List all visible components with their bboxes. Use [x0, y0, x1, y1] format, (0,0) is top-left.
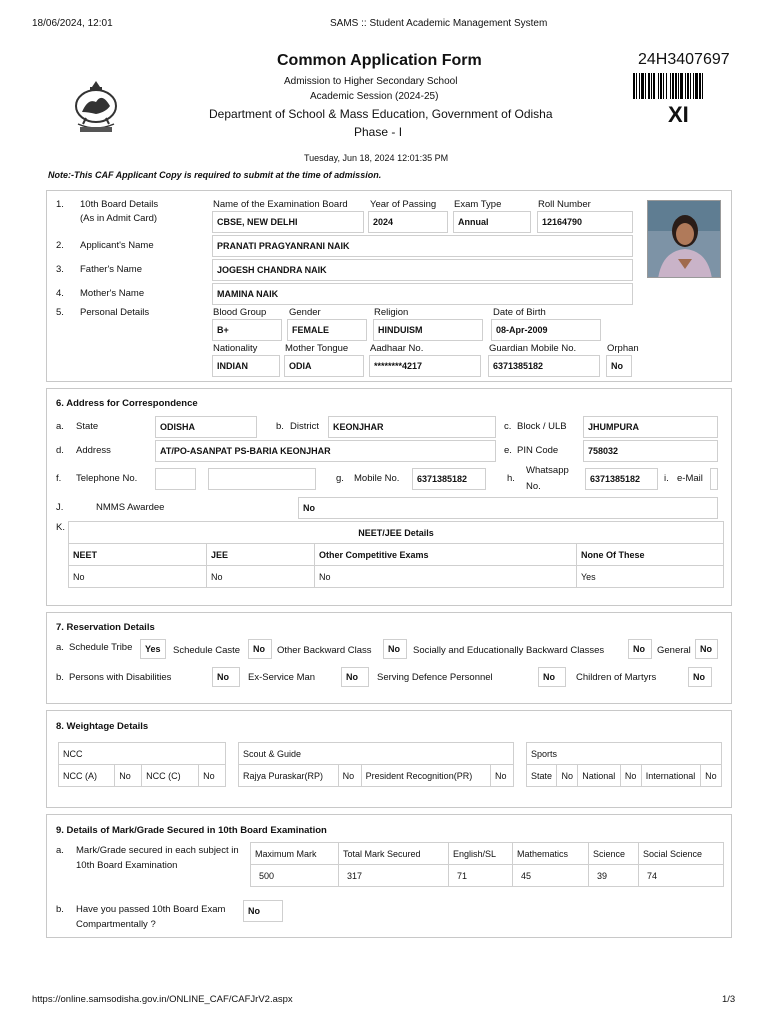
nationality-label: Nationality — [213, 343, 258, 354]
pin-field: 758032 — [583, 440, 718, 462]
print-datetime: 18/06/2024, 12:01 — [32, 18, 113, 29]
total-mark-header: Total Mark Secured — [339, 843, 449, 865]
whatsapp-label: Whatsapp — [526, 465, 569, 476]
neet-header: NEET — [69, 544, 207, 566]
gender-label: Gender — [289, 307, 321, 318]
email-field — [710, 468, 718, 490]
item-letter: e. — [504, 445, 512, 456]
form-title: Common Application Form — [277, 52, 482, 69]
jee-value: No — [207, 566, 315, 588]
orphan-label: Orphan — [607, 343, 639, 354]
item-letter: d. — [56, 445, 64, 456]
sports-international-label: International — [641, 765, 700, 787]
compartment-label: Have you passed 10th Board Exam — [76, 904, 226, 915]
english-value: 71 — [449, 865, 513, 887]
class-label: XI — [668, 102, 689, 127]
row-number: 1. — [56, 199, 64, 210]
general-field: No — [695, 639, 718, 659]
weightage-section-title: 8. Weightage Details — [56, 721, 149, 732]
max-mark-value: 500 — [251, 865, 339, 887]
total-mark-value: 317 — [339, 865, 449, 887]
st-field: Yes — [140, 639, 166, 659]
sports-national-label: National — [578, 765, 621, 787]
application-number: 24H3407697 — [638, 51, 730, 68]
blood-group-field: B+ — [212, 319, 282, 341]
mobile-label: Mobile No. — [354, 473, 400, 484]
print-url[interactable]: https://online.samsodisha.gov.in/ONLINE_CAF/CAFJrV2.aspx — [32, 994, 293, 1005]
item-letter: c. — [504, 421, 512, 432]
sports-state-label: State — [527, 765, 557, 787]
neet-value: No — [69, 566, 207, 588]
reservation-section-title: 7. Reservation Details — [56, 622, 155, 633]
mathematics-header: Mathematics — [513, 843, 589, 865]
item-letter: f. — [56, 473, 62, 484]
header-line-1: Admission to Higher Secondary School — [284, 76, 458, 87]
row-number: 3. — [56, 264, 64, 275]
item-letter: J. — [56, 502, 64, 513]
obc-field: No — [383, 639, 407, 659]
address-section-title: 6. Address for Correspondence — [56, 398, 198, 409]
whatsapp-label-2: No. — [526, 481, 541, 492]
item-letter: b. — [56, 904, 64, 915]
exam-board-label: Name of the Examination Board — [213, 199, 348, 210]
item-letter: a. — [56, 845, 64, 856]
block-label: Block / ULB — [517, 421, 567, 432]
telephone-std-field — [155, 468, 196, 490]
religion-label: Religion — [374, 307, 409, 318]
ncc-a-label: NCC (A) — [59, 765, 115, 787]
row-number: 2. — [56, 240, 64, 251]
telephone-field — [208, 468, 316, 490]
neet-jee-table — [68, 521, 724, 588]
aadhaar-label: Aadhaar No. — [370, 343, 424, 354]
esm-field: No — [341, 667, 369, 687]
scout-header: Scout & Guide — [239, 743, 514, 765]
religion-field: HINDUISM — [373, 319, 483, 341]
item-letter: g. — [336, 473, 344, 484]
sc-label: Schedule Caste — [173, 645, 241, 656]
sports-table — [526, 742, 722, 787]
nmms-field: No — [298, 497, 718, 519]
neet-jee-title: NEET/JEE Details — [69, 522, 724, 544]
admission-note: Note:-This CAF Applicant Copy is required to submit at the time of admission. — [48, 170, 382, 180]
district-label: District — [290, 421, 320, 432]
ncc-c-value: No — [199, 765, 226, 787]
mother-tongue-field: ODIA — [284, 355, 364, 377]
header-phase: Phase - I — [354, 125, 403, 139]
item-letter: b. — [276, 421, 284, 432]
sc-field: No — [248, 639, 272, 659]
mobile-field: 6371385182 — [412, 468, 486, 490]
item-letter: h. — [507, 473, 515, 484]
science-value: 39 — [589, 865, 639, 887]
pwd-label: Persons with Disabilities — [69, 672, 172, 683]
mother-name-field: MAMINA NAIK — [212, 283, 633, 305]
sdp-label: Serving Defence Personnel — [377, 672, 493, 683]
rp-label: Rajya Puraskar(RP) — [239, 765, 339, 787]
ncc-c-label: NCC (C) — [142, 765, 199, 787]
sports-state-value: No — [557, 765, 578, 787]
state-label: State — [76, 421, 99, 432]
pr-value: No — [491, 765, 514, 787]
dob-field: 08-Apr-2009 — [491, 319, 601, 341]
sports-header: Sports — [527, 743, 722, 765]
sdp-field: No — [538, 667, 566, 687]
jee-header: JEE — [207, 544, 315, 566]
item-letter: i. — [664, 473, 669, 484]
item-letter: a. — [56, 642, 64, 653]
board-details-label: 10th Board Details — [80, 199, 159, 210]
martyrs-field: No — [688, 667, 712, 687]
obc-label: Other Backward Class — [277, 645, 372, 656]
item-letter: K. — [56, 522, 65, 533]
address-label: Address — [76, 445, 111, 456]
dob-label: Date of Birth — [493, 307, 546, 318]
exam-type-field: Annual — [453, 211, 531, 233]
year-of-passing-label: Year of Passing — [370, 199, 437, 210]
block-field: JHUMPURA — [583, 416, 718, 438]
orphan-field: No — [606, 355, 632, 377]
ncc-header: NCC — [59, 743, 226, 765]
social-science-header: Social Science — [639, 843, 724, 865]
science-header: Science — [589, 843, 639, 865]
print-page-number: 1/3 — [722, 994, 736, 1005]
sebc-label: Socially and Educationally Backward Classes — [413, 645, 605, 656]
header-line-2: Academic Session (2024-25) — [310, 91, 439, 102]
address-field: AT/PO-ASANPAT PS-BARIA KEONJHAR — [155, 440, 496, 462]
gender-field: FEMALE — [287, 319, 367, 341]
martyrs-label: Children of Martyrs — [576, 672, 657, 683]
none-header: None Of These — [577, 544, 724, 566]
pwd-field: No — [212, 667, 240, 687]
state-field: ODISHA — [155, 416, 257, 438]
mother-tongue-label: Mother Tongue — [285, 343, 349, 354]
row-number: 4. — [56, 288, 64, 299]
roll-number-field: 12164790 — [537, 211, 633, 233]
english-header: English/SL — [449, 843, 513, 865]
other-exams-header: Other Competitive Exams — [315, 544, 577, 566]
other-exams-value: No — [315, 566, 577, 588]
compartment-field: No — [243, 900, 283, 922]
father-name-label: Father's Name — [80, 264, 143, 275]
personal-details-label: Personal Details — [80, 307, 150, 318]
compartment-label-2: Compartmentally ? — [76, 919, 156, 930]
blood-group-label: Blood Group — [213, 307, 267, 318]
general-label: General — [657, 645, 691, 656]
applicant-photo — [647, 200, 721, 278]
marks-label: Mark/Grade secured in each subject in — [76, 845, 239, 856]
odisha-emblem — [70, 78, 122, 136]
roll-number-label: Roll Number — [538, 199, 591, 210]
barcode-icon — [633, 73, 731, 99]
ncc-a-value: No — [115, 765, 142, 787]
row-number: 5. — [56, 307, 64, 318]
none-value: Yes — [577, 566, 724, 588]
print-title: SAMS :: Student Academic Management System — [330, 18, 548, 29]
scout-table — [238, 742, 514, 787]
social-science-value: 74 — [639, 865, 724, 887]
header-timestamp: Tuesday, Jun 18, 2024 12:01:35 PM — [304, 153, 449, 163]
guardian-mobile-label: Guardian Mobile No. — [489, 343, 577, 354]
board-details-sublabel: (As in Admit Card) — [80, 213, 158, 224]
father-name-field: JOGESH CHANDRA NAIK — [212, 259, 633, 281]
ncc-table — [58, 742, 226, 787]
marks-section-title: 9. Details of Mark/Grade Secured in 10th Board Examination — [56, 825, 327, 836]
nmms-label: NMMS Awardee — [96, 502, 165, 513]
mother-name-label: Mother's Name — [80, 288, 145, 299]
aadhaar-field: ********4217 — [369, 355, 481, 377]
email-label: e-Mail — [677, 473, 703, 484]
exam-board-field: CBSE, NEW DELHI — [212, 211, 364, 233]
esm-label: Ex-Service Man — [248, 672, 316, 683]
sebc-field: No — [628, 639, 652, 659]
header-line-3: Department of School & Mass Education, Government of Odisha — [209, 107, 553, 121]
pr-label: President Recognition(PR) — [361, 765, 490, 787]
sports-national-value: No — [620, 765, 641, 787]
district-field: KEONJHAR — [328, 416, 496, 438]
item-letter: b. — [56, 672, 64, 683]
year-of-passing-field: 2024 — [368, 211, 448, 233]
nationality-field: INDIAN — [212, 355, 280, 377]
applicant-name-field: PRANATI PRAGYANRANI NAIK — [212, 235, 633, 257]
whatsapp-field: 6371385182 — [585, 468, 658, 490]
item-letter: a. — [56, 421, 64, 432]
rp-value: No — [338, 765, 361, 787]
mathematics-value: 45 — [513, 865, 589, 887]
applicant-name-label: Applicant's Name — [80, 240, 154, 251]
telephone-label: Telephone No. — [76, 473, 138, 484]
max-mark-header: Maximum Mark — [251, 843, 339, 865]
guardian-mobile-field: 6371385182 — [488, 355, 600, 377]
marks-table — [250, 842, 724, 887]
exam-type-label: Exam Type — [454, 199, 502, 210]
pin-label: PIN Code — [517, 445, 559, 456]
sports-international-value: No — [701, 765, 722, 787]
st-label: Schedule Tribe — [69, 642, 133, 653]
marks-label-2: 10th Board Examination — [76, 860, 178, 871]
